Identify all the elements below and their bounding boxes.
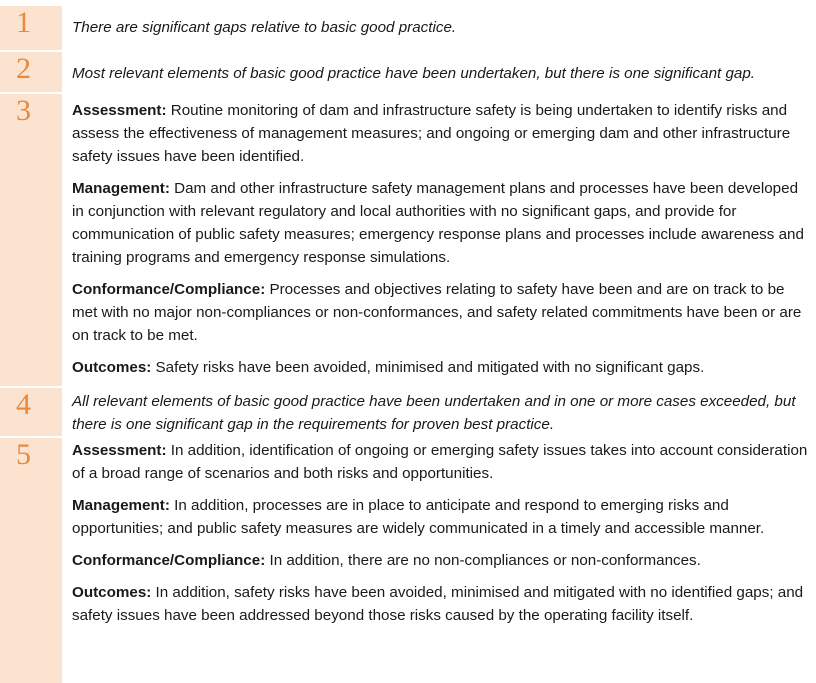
score-number: 1 — [16, 6, 31, 39]
score-number: 3 — [16, 94, 31, 127]
criteria-outcomes — [72, 581, 808, 627]
criteria-assessment — [72, 99, 808, 168]
criteria-text: Processes and objectives relating to safety have been and are on track to be met with no major non-compliances or non-conformances, and safety related commitments have been or are on track to be met. — [72, 281, 802, 344]
score-description: All relevant elements of basic good practice have been undertaken and in one or more cases exceeded, but there is one significant gap in the requirements for proven best practice. — [72, 393, 796, 433]
score-band — [0, 94, 62, 386]
score-number: 2 — [16, 52, 31, 85]
score-band — [0, 52, 62, 92]
criteria-label: Outcomes: — [72, 359, 152, 376]
score-row-4 — [0, 388, 816, 436]
score-band — [0, 388, 62, 436]
score-description: There are significant gaps relative to basic good practice. — [72, 19, 457, 36]
criteria-text: Dam and other infrastructure safety management plans and processes have been developed in conjunction with relevant regulatory and local authorities with no significant gaps, and provide for communication of public safety measures; emergency response plans and processes include awareness and training programs and emergency response simulations. — [72, 180, 804, 266]
criteria-outcomes — [72, 356, 808, 379]
score-number: 5 — [16, 438, 31, 471]
criteria-label: Assessment: — [72, 442, 167, 459]
criteria-label: Conformance/Compliance: — [72, 552, 266, 569]
score-row-5 — [0, 438, 816, 683]
criteria-text: In addition, identification of ongoing or emerging safety issues takes into account consideration of a broad range of scenarios and both risks and opportunities. — [72, 442, 808, 482]
score-row-1 — [0, 6, 816, 50]
score-band — [0, 438, 62, 683]
criteria-text: In addition, safety risks have been avoided, minimised and mitigated with no identified gaps; and safety issues have been addressed beyond those risks caused by the operating facility itself. — [72, 584, 804, 624]
criteria-conformance — [72, 278, 808, 347]
score-description: Most relevant elements of basic good practice have been undertaken, but there is one significant gap. — [72, 65, 756, 82]
criteria-text: Safety risks have been avoided, minimised and mitigated with no significant gaps. — [151, 359, 705, 376]
criteria-label: Management: — [72, 180, 170, 197]
criteria-text: Routine monitoring of dam and infrastructure safety is being undertaken to identify risks and assess the effectiveness of management measures; and ongoing or emerging dam and other infrastructure safety issues have been identified. — [72, 102, 791, 165]
criteria-label: Conformance/Compliance: — [72, 281, 266, 298]
criteria-assessment — [72, 439, 808, 485]
score-row-2 — [0, 52, 816, 92]
criteria-label: Management: — [72, 497, 170, 514]
criteria-text: In addition, there are no non-compliances or non-conformances. — [265, 552, 701, 569]
score-band — [0, 6, 62, 50]
criteria-conformance — [72, 549, 808, 572]
criteria-label: Assessment: — [72, 102, 167, 119]
score-number: 4 — [16, 388, 31, 421]
score-row-3 — [0, 94, 816, 386]
criteria-management — [72, 177, 808, 269]
criteria-label: Outcomes: — [72, 584, 152, 601]
criteria-management — [72, 494, 808, 540]
criteria-text: In addition, processes are in place to anticipate and respond to emerging risks and opportunities; and public safety measures are widely communicated in a timely and accessible manner. — [72, 497, 765, 537]
